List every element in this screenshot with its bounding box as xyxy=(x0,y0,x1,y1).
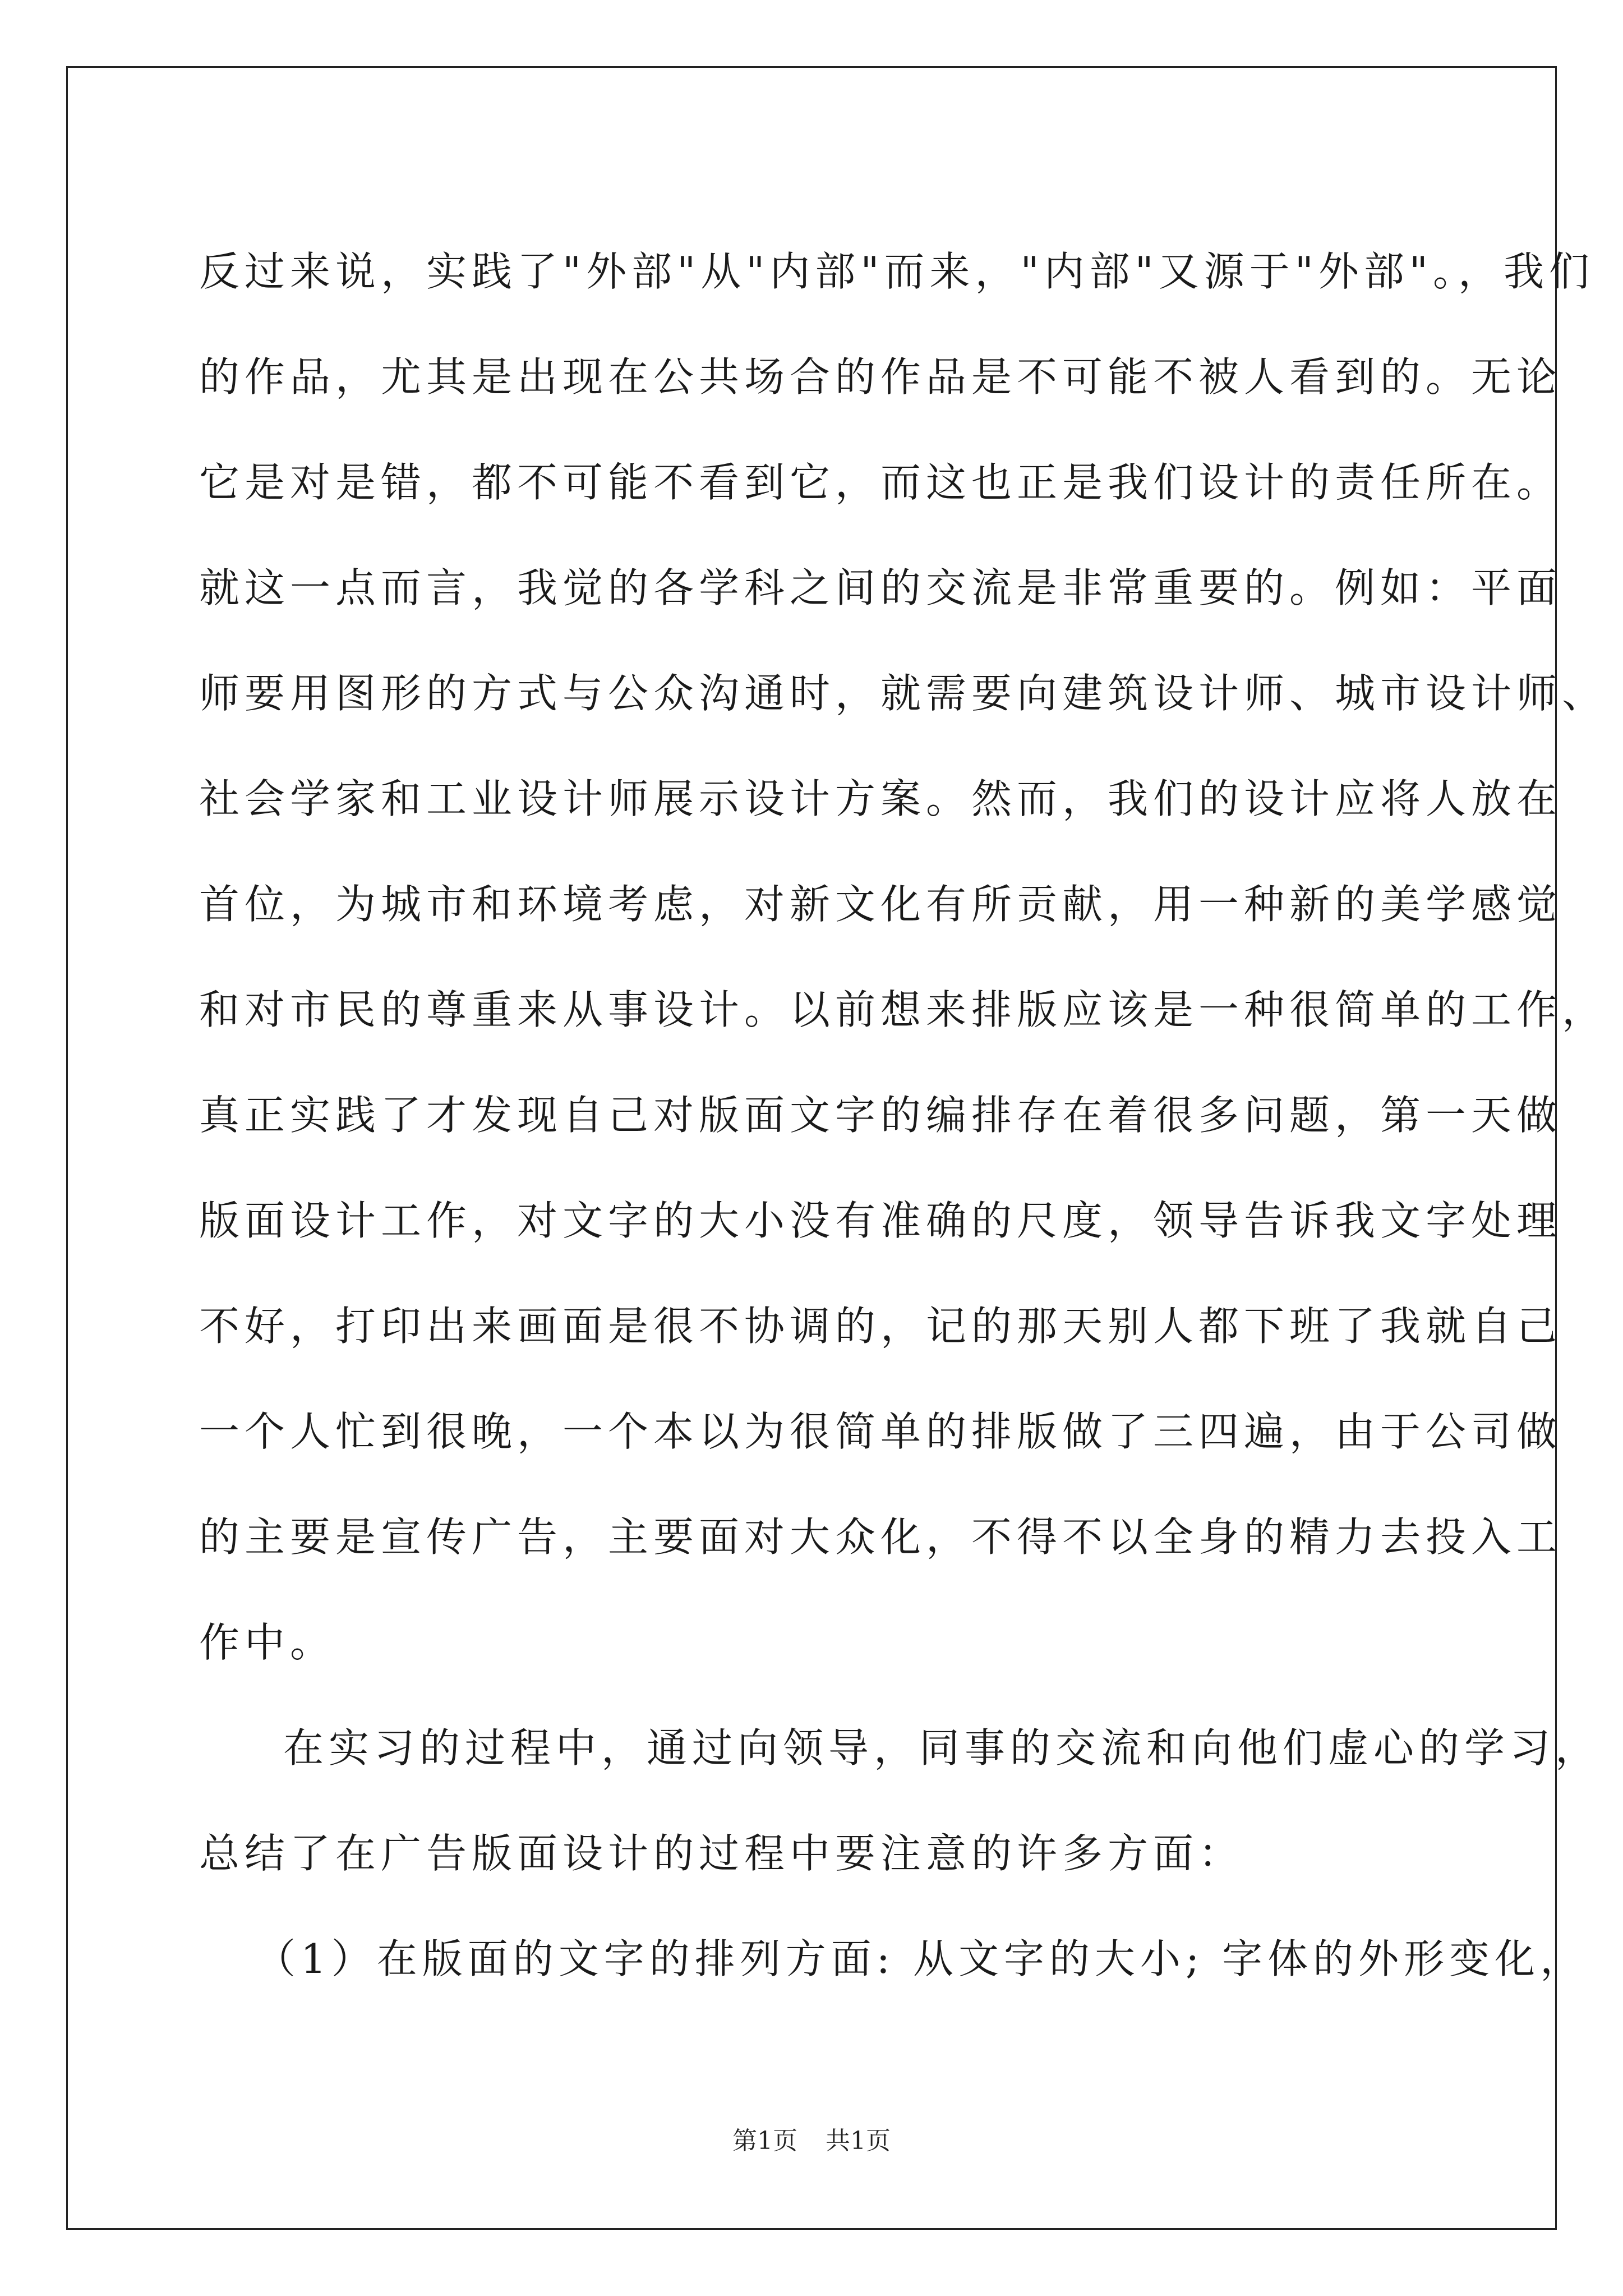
text-line: 版面设计工作，对文字的大小没有准确的尺度，领导告诉我文字处理 xyxy=(199,1197,1562,1244)
document-body xyxy=(199,219,1608,2012)
text-line: 师要用图形的方式与公众沟通时，就需要向建筑设计师、城市设计师、 xyxy=(199,670,1608,717)
text-line: 的作品，尤其是出现在公共场合的作品是不可能不被人看到的。无论 xyxy=(199,353,1562,401)
text-line: 真正实践了才发现自己对版面文字的编排存在着很多问题，第一天做 xyxy=(199,1092,1562,1139)
text-line: 的主要是宣传广告，主要面对大众化，不得不以全身的精力去投入工 xyxy=(199,1513,1562,1561)
text-line: 反过来说，实践了"外部"从"内部"而来，"内部"又源于"外部"。，我们 xyxy=(199,248,1594,295)
text-line: 它是对是错，都不可能不看到它，而这也正是我们设计的责任所在。 xyxy=(199,459,1562,506)
text-line: 和对市民的尊重来从事设计。以前想来排版应该是一种很简单的工作， xyxy=(199,986,1608,1033)
text-line: 作中。 xyxy=(199,1619,336,1666)
list-item-line: （1）在版面的文字的排列方面: 从文字的大小; 字体的外形变化， xyxy=(255,1935,1586,1982)
paragraph-start-line: 在实习的过程中，通过向领导，同事的交流和向他们虚心的学习， xyxy=(283,1724,1601,1772)
page-total: 共1页 xyxy=(826,2127,891,2155)
page-number: 第1页 xyxy=(732,2127,797,2155)
text-line: 一个人忙到很晚，一个本以为很简单的排版做了三四遍，由于公司做 xyxy=(199,1408,1562,1455)
page-footer xyxy=(0,2120,1623,2156)
text-line: 首位，为城市和环境考虑，对新文化有所贡献，用一种新的美学感觉 xyxy=(199,881,1562,928)
text-line: 总结了在广告版面设计的过程中要注意的许多方面： xyxy=(199,1830,1244,1877)
text-line: 就这一点而言，我觉的各学科之间的交流是非常重要的。例如：平面 xyxy=(199,564,1562,611)
text-line: 社会学家和工业设计师展示设计方案。然而，我们的设计应将人放在 xyxy=(199,775,1562,822)
text-line: 不好，打印出来画面是很不协调的，记的那天别人都下班了我就自己 xyxy=(199,1303,1562,1350)
